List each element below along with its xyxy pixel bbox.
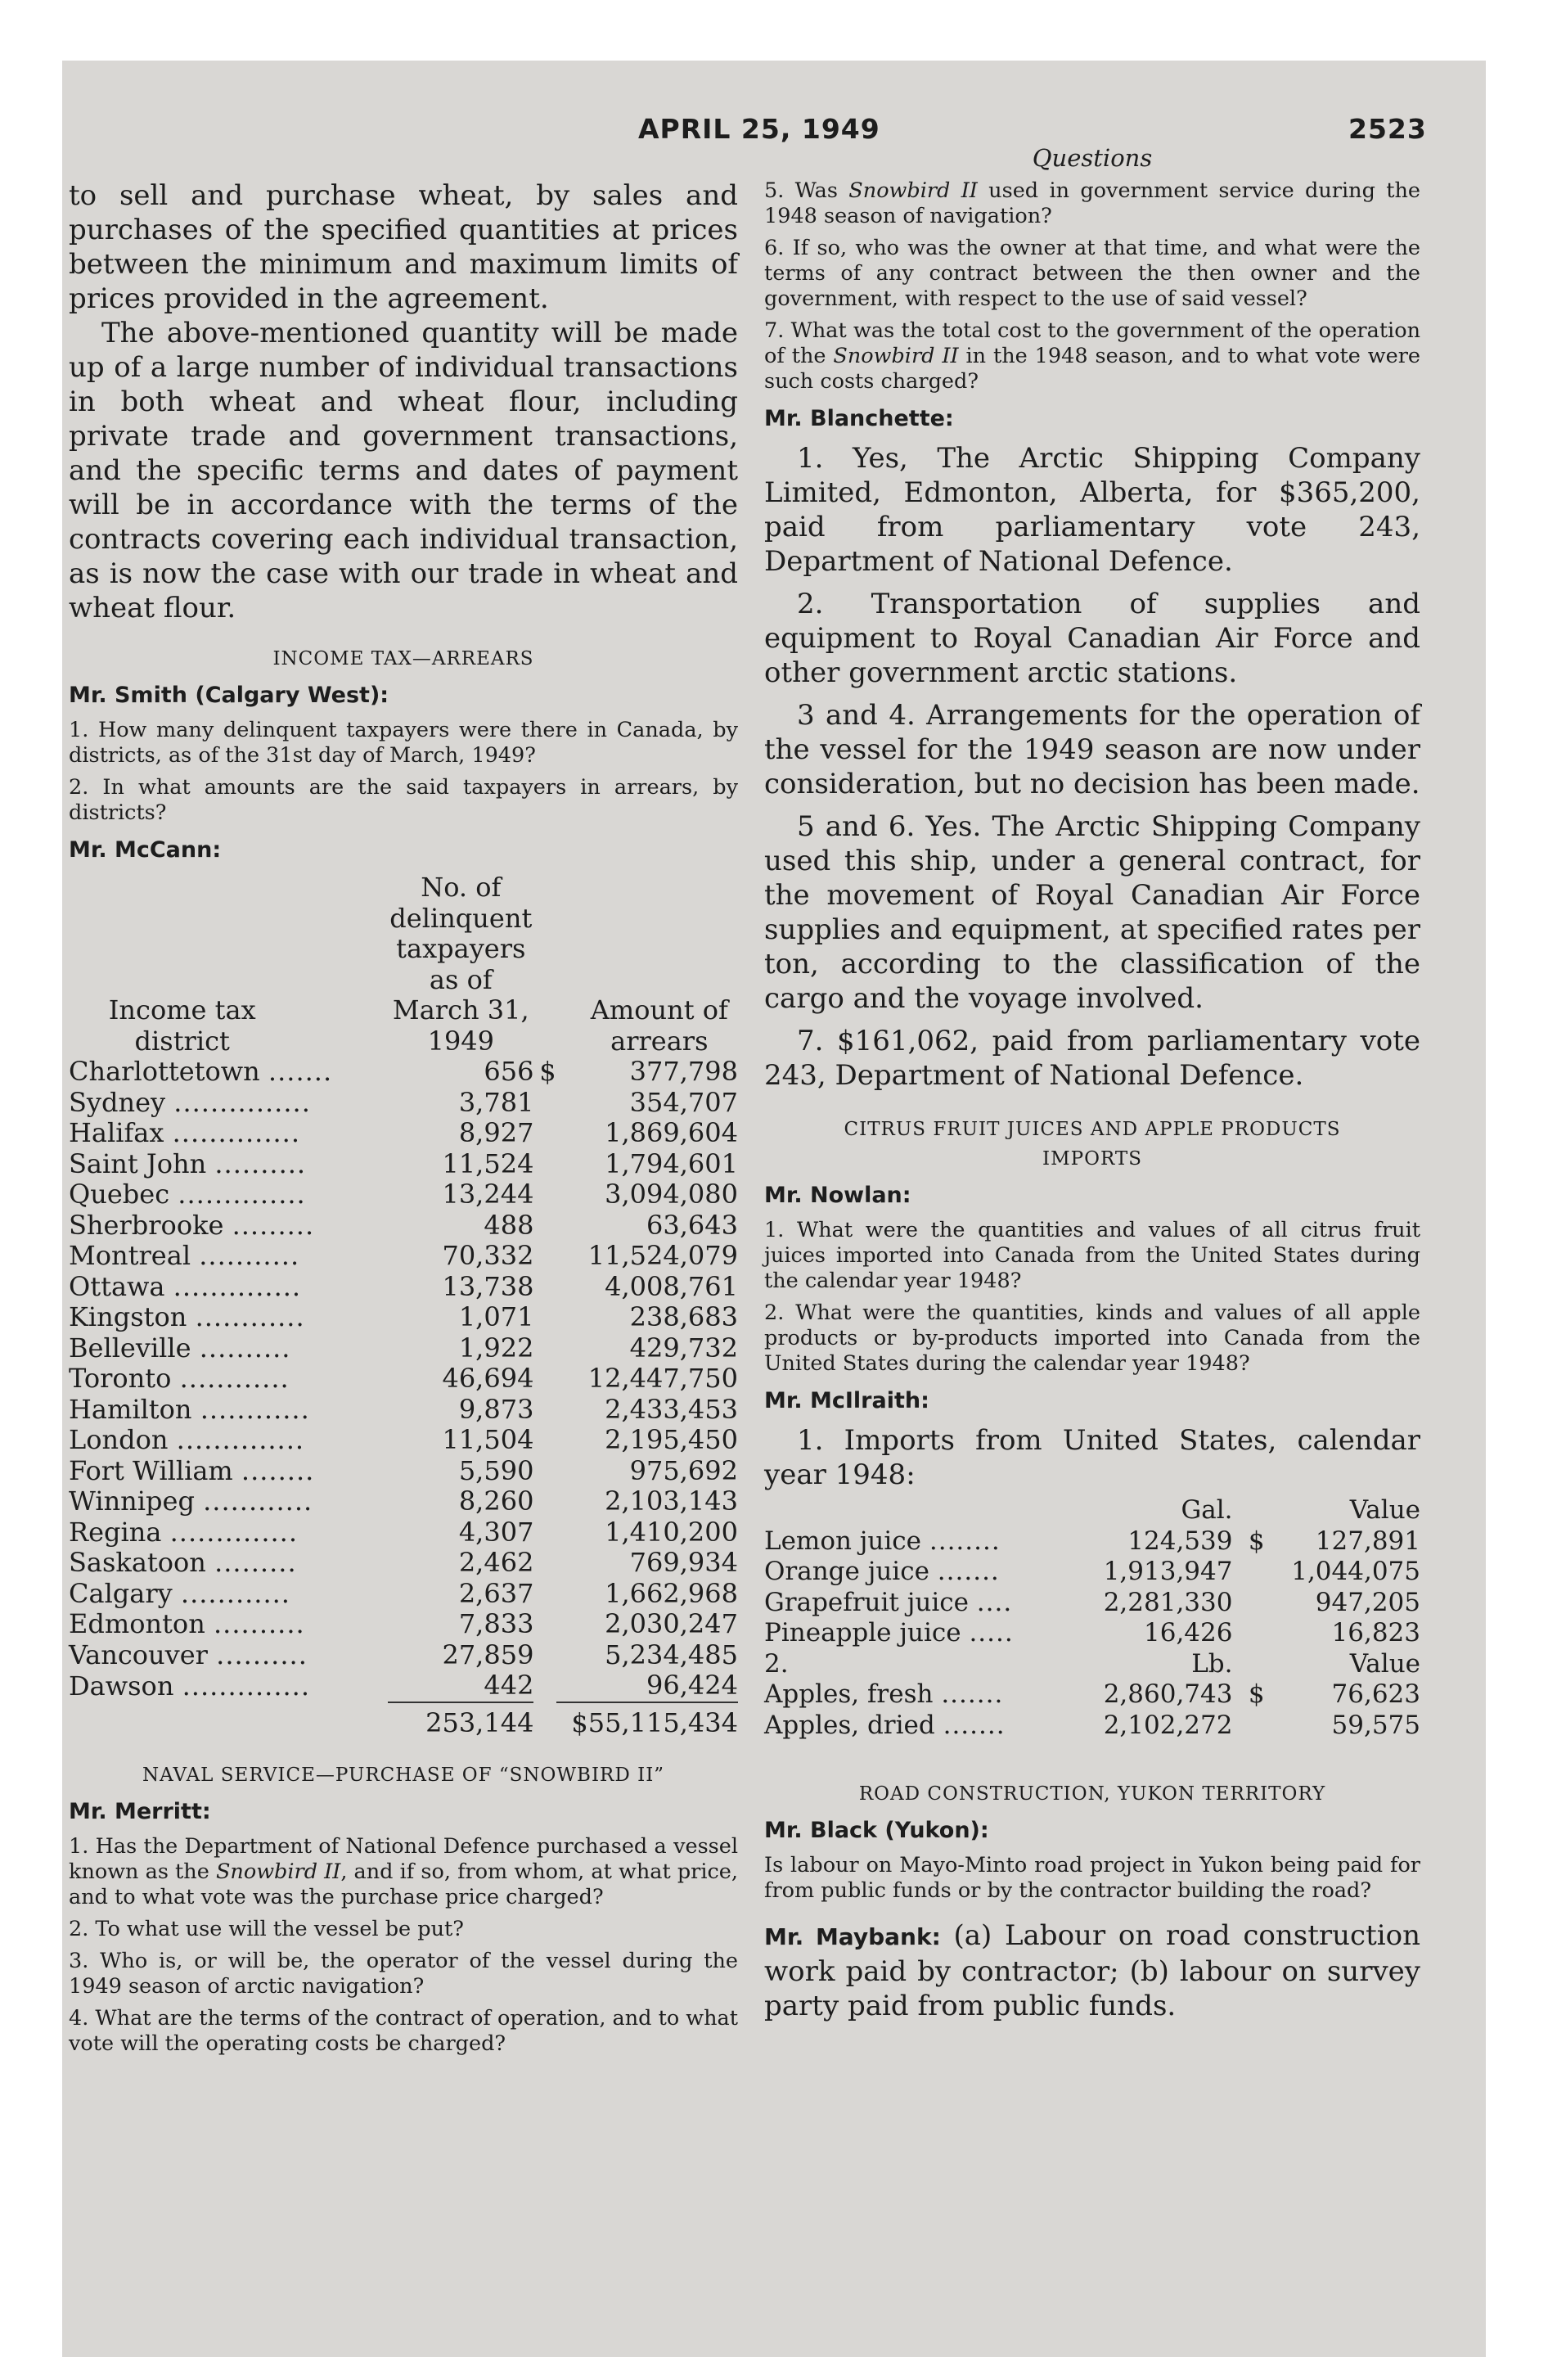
leader-dots: ............ [203, 1485, 313, 1517]
leader-dots: .......... [213, 1608, 305, 1639]
table-row [69, 1579, 738, 1610]
row-label: Vancouver [69, 1639, 208, 1670]
spacer-cell [377, 1640, 388, 1671]
answer-body: (a) Labour on road construction work paid by contractor; (b) labour on survey party paid from public funds. [764, 1919, 1420, 2022]
row-label: Kingston [69, 1301, 187, 1332]
row-label: Edmonton [69, 1608, 205, 1639]
amount-cell: 1,662,968 [605, 1577, 738, 1609]
amount-cell: 1,410,200 [605, 1516, 738, 1548]
leader-dots: .............. [173, 1270, 302, 1302]
leader-dots: ....... [937, 1557, 1000, 1586]
spacer-cell [377, 1057, 388, 1088]
spacer-cell [377, 1118, 388, 1149]
amount-cell: 1,794,601 [605, 1147, 738, 1179]
item-cell [764, 1526, 1104, 1557]
question-text: 1. Has the Department of National Defence purchased a vessel known as the Snowbird II, and if so, from whom, at what price, and to what vote was the purchase price charged? [69, 1834, 738, 1909]
count-cell: 13,244 [442, 1179, 534, 1210]
item-cell [764, 1588, 1104, 1619]
column-header: Lb. [1191, 1648, 1233, 1679]
district-cell [69, 1395, 377, 1426]
leader-dots: ....... [941, 1679, 1004, 1709]
table-row [69, 1118, 738, 1149]
speaker-name: Mr. McIlraith: [764, 1388, 929, 1413]
leader-dots: .............. [176, 1424, 305, 1455]
leader-dots: ........ [929, 1526, 1001, 1556]
leader-dots: .......... [216, 1639, 308, 1670]
district-cell [69, 1241, 377, 1272]
district-cell [69, 1118, 377, 1149]
question-text: 2. To what use will the vessel be put? [69, 1917, 464, 1941]
count-cell: 3,781 [458, 1086, 534, 1118]
row-label: Dawson [69, 1670, 174, 1702]
row-label: Winnipeg [69, 1485, 195, 1517]
district-cell [69, 1179, 377, 1210]
question-text: 7. What was the total cost to the government of the operation of the Snowbird II in the 1948 season, and to what vote were such costs charged? [764, 318, 1420, 394]
column-header: No. of delinquent taxpayers as of March 31, 1949 [389, 872, 533, 1057]
table-row [69, 1456, 738, 1487]
row-label: Belleville [69, 1332, 191, 1364]
spacer-cell [377, 1149, 388, 1180]
item-cell [764, 1618, 1104, 1649]
count-cell: 9,873 [458, 1393, 534, 1425]
amount-cell: 4,008,761 [605, 1270, 738, 1302]
district-cell [69, 1670, 377, 1702]
count-cell: 488 [484, 1209, 534, 1241]
speaker-name: Mr. Blanchette: [764, 406, 954, 431]
count-cell: 70,332 [442, 1240, 534, 1271]
page-number: 2523 [1348, 113, 1427, 145]
row-label: London [69, 1424, 169, 1455]
amount-cell: 975,692 [629, 1454, 738, 1486]
currency-cell [533, 1395, 556, 1426]
leader-dots: ....... [943, 1710, 1006, 1740]
question-text: 5. Was Snowbird II used in government service during the 1948 season of navigation? [764, 178, 1420, 228]
section-heading-income-tax: INCOME TAX—ARREARS [272, 648, 534, 669]
item-cell [764, 1557, 1104, 1588]
table-row [69, 1640, 738, 1671]
currency-cell [1232, 1711, 1264, 1742]
count-cell: 11,504 [442, 1424, 534, 1455]
table-row [69, 1210, 738, 1242]
amount-cell: 1,869,604 [605, 1117, 738, 1148]
quantity-cell: 2,281,330 [1103, 1587, 1233, 1617]
table-row [764, 1679, 1420, 1711]
spacer-cell [377, 1272, 388, 1303]
income-tax-table [69, 872, 738, 1738]
currency-cell [533, 1088, 556, 1119]
currency-cell [533, 1333, 556, 1364]
answer-text: 1. Yes, The Arctic Shipping Company Limited, Edmonton, Alberta, for $365,200, paid from parliamentary vote 243, Department of National Defence. [764, 442, 1420, 578]
question-text: 3. Who is, or will be, the operator of the vessel during the 1949 season of arctic navigation? [69, 1949, 738, 1999]
table-row [69, 1272, 738, 1303]
table-row [764, 1588, 1420, 1619]
spacer-cell [377, 1425, 388, 1456]
row-label: Quebec [69, 1179, 170, 1210]
table-row [69, 1057, 738, 1088]
count-cell: 1,922 [458, 1332, 534, 1364]
question-text: 4. What are the terms of the contract of operation, and to what vote will the operating costs be charged? [69, 2006, 738, 2056]
answer-text: 1. Imports from United States, calendar year 1948: [764, 1424, 1420, 1491]
count-cell: 46,694 [442, 1363, 534, 1394]
spacer-cell [377, 1395, 388, 1426]
table-row [69, 1364, 738, 1395]
leader-dots: .......... [214, 1147, 307, 1179]
section-heading-citrus: CITRUS FRUIT JUICES AND APPLE PRODUCTS [844, 1119, 1341, 1140]
spacer-cell [377, 1609, 388, 1640]
table-row [69, 1395, 738, 1426]
row-label: Montreal [69, 1240, 191, 1271]
section-heading-naval-service: NAVAL SERVICE—PURCHASE OF “SNOWBIRD II” [142, 1765, 665, 1786]
row-label: Charlottetown [69, 1056, 260, 1087]
currency-cell [533, 1670, 556, 1702]
leader-dots: ............ [200, 1393, 310, 1425]
spacer-cell [377, 1579, 388, 1610]
row-label: Sydney [69, 1086, 166, 1118]
table-row [69, 1609, 738, 1640]
count-cell: 656 [484, 1056, 534, 1087]
district-cell [69, 1517, 377, 1548]
item-cell [764, 1711, 1104, 1742]
intro-paragraph: to sell and purchase wheat, by sales and purchases of the specified quantities at prices between the minimum and maximum limits of prices provided in the agreement. [69, 179, 738, 315]
questions-heading: Questions [1032, 144, 1153, 172]
row-label: Ottawa [69, 1270, 165, 1302]
table-row [69, 1241, 738, 1272]
count-cell: 8,927 [458, 1117, 534, 1148]
count-cell: 442 [484, 1670, 534, 1701]
leader-dots: ..... [969, 1618, 1014, 1648]
left-column [69, 178, 738, 2057]
leader-dots: .............. [182, 1670, 310, 1702]
total-amount: $55,115,434 [556, 1702, 738, 1739]
leader-dots: ........ [241, 1454, 315, 1486]
district-cell [69, 1057, 377, 1088]
spacer-cell [377, 1179, 388, 1210]
currency-cell [533, 1364, 556, 1395]
count-cell: 8,260 [458, 1485, 534, 1517]
row-label: Toronto [69, 1363, 172, 1394]
spacer-cell [377, 1210, 388, 1242]
count-cell: 1,071 [458, 1301, 534, 1332]
amount-cell: 3,094,080 [605, 1179, 738, 1210]
column-header: Value [1349, 1495, 1420, 1525]
speaker-name: Mr. Smith (Calgary West): [69, 683, 389, 708]
count-cell: 4,307 [458, 1516, 534, 1548]
row-label: Grapefruit juice [764, 1587, 969, 1617]
page-date: APRIL 25, 1949 [638, 113, 880, 145]
column-header: Amount of arrears [590, 994, 728, 1057]
leader-dots: .............. [169, 1516, 299, 1548]
district-cell [69, 1302, 377, 1333]
intro-paragraph: The above-mentioned quantity will be made up of a large number of individual transactions in both wheat and wheat flour, including private trade and government transactions, and the specific terms and dates of payment will be in accordance with the terms of the contracts covering each individual transaction, as is now the case with our trade in wheat and wheat flour. [69, 317, 738, 624]
amount-cell: 2,030,247 [605, 1608, 738, 1639]
district-cell [69, 1088, 377, 1119]
leader-dots: ....... [268, 1056, 333, 1087]
answer-text [764, 1918, 1420, 2023]
district-cell [69, 1456, 377, 1487]
leader-dots: .............. [172, 1117, 300, 1148]
row-label: Apples, fresh [764, 1679, 934, 1709]
district-cell [69, 1333, 377, 1364]
amount-cell: 2,195,450 [605, 1424, 738, 1455]
answer-text: 7. $161,062, paid from parliamentary vote 243, Department of National Defence. [764, 1025, 1420, 1092]
quantity-cell: 124,539 [1127, 1526, 1233, 1556]
currency-cell [533, 1548, 556, 1579]
district-cell [69, 1609, 377, 1640]
question-text: Is labour on Mayo-Minto road project in Yukon being paid for from public funds or by the contractor building the road? [764, 1853, 1420, 1903]
spacer-cell [377, 1486, 388, 1517]
amount-cell: 238,683 [629, 1301, 738, 1332]
count-cell: 2,637 [458, 1577, 534, 1609]
currency-cell [1232, 1618, 1264, 1649]
district-cell [69, 1364, 377, 1395]
question-text: 6. If so, who was the owner at that time, and what were the terms of any contract between the then owner and the government, with respect to the use of said vessel? [764, 236, 1420, 311]
row-label: Orange juice [764, 1557, 929, 1586]
table-row [69, 1088, 738, 1119]
spacer-cell [377, 1088, 388, 1119]
district-cell [69, 1548, 377, 1579]
leader-dots: .... [976, 1587, 1013, 1617]
currency-cell [533, 1517, 556, 1548]
currency-cell [533, 1210, 556, 1242]
quantity-cell: 2,860,743 [1103, 1679, 1233, 1709]
spacer-cell [377, 1670, 388, 1702]
quantity-cell: 2,102,272 [1103, 1710, 1233, 1740]
amount-cell: 12,447,750 [587, 1363, 738, 1394]
count-cell: 2,462 [458, 1547, 534, 1578]
district-cell [69, 1149, 377, 1180]
amount-cell: 2,103,143 [605, 1485, 738, 1517]
column-header: Income tax district [108, 994, 256, 1057]
amount-cell: 429,732 [629, 1332, 738, 1364]
currency-cell [533, 1241, 556, 1272]
row-label: Halifax [69, 1117, 164, 1148]
leader-dots: .............. [178, 1179, 306, 1210]
currency-cell [533, 1118, 556, 1149]
question-text: 2. What were the quantities, kinds and values of all apple products or by-products imported into Canada from the United States during the calendar year 1948? [764, 1300, 1420, 1376]
spacer-cell [377, 1241, 388, 1272]
value-cell: 127,891 [1315, 1526, 1420, 1556]
row-label: Apples, dried [764, 1710, 935, 1740]
leader-dots: ......... [214, 1547, 297, 1578]
spacer-cell [377, 1517, 388, 1548]
currency-cell [533, 1609, 556, 1640]
row-label: Sherbrooke [69, 1209, 224, 1241]
answer-text: 3 and 4. Arrangements for the operation of the vessel for the 1949 season are now under consideration, but no decision has been made. [764, 699, 1420, 800]
spacer-cell [377, 1333, 388, 1364]
speaker-name: Mr. Merritt: [69, 1799, 211, 1824]
speaker-name: Mr. Maybank: [764, 1923, 941, 1950]
row-label: Calgary [69, 1577, 173, 1609]
row-label: Hamilton [69, 1393, 192, 1425]
leader-dots: ......... [232, 1209, 315, 1241]
currency-cell: $ [539, 1056, 556, 1087]
right-column [764, 144, 1420, 2023]
table-row [69, 1333, 738, 1364]
leader-dots: ............ [195, 1301, 305, 1332]
district-cell [69, 1640, 377, 1671]
table-label: 2. [764, 1648, 789, 1679]
amount-cell: 63,643 [646, 1209, 738, 1241]
currency-cell [533, 1425, 556, 1456]
section-heading-citrus: IMPORTS [1042, 1148, 1142, 1170]
speaker-name: Mr. Nowlan: [764, 1183, 911, 1208]
amount-cell: 11,524,079 [587, 1240, 738, 1271]
spacer-cell [377, 1302, 388, 1333]
currency-cell [1232, 1557, 1264, 1588]
column-header: Gal. [1181, 1495, 1233, 1525]
count-cell: 11,524 [442, 1147, 534, 1179]
question-text: 2. In what amounts are the said taxpayers in arrears, by districts? [69, 775, 738, 825]
currency-cell [1232, 1588, 1264, 1619]
question-text: 1. How many delinquent taxpayers were there in Canada, by districts, as of the 31st day of March, 1949? [69, 718, 738, 768]
leader-dots: ............... [173, 1086, 311, 1118]
row-label: Lemon juice [764, 1526, 922, 1556]
currency-cell [533, 1640, 556, 1671]
quantity-cell: 16,426 [1144, 1618, 1233, 1648]
table-row [764, 1711, 1420, 1742]
leader-dots: ............ [179, 1363, 290, 1394]
amount-cell: 96,424 [646, 1670, 738, 1701]
value-cell: 59,575 [1331, 1710, 1420, 1740]
currency-cell [533, 1272, 556, 1303]
value-cell: 16,823 [1331, 1618, 1420, 1648]
table-row [69, 1486, 738, 1517]
juice-import-table [764, 1495, 1420, 1741]
table-row [69, 1517, 738, 1548]
amount-cell: 769,934 [629, 1547, 738, 1578]
count-cell: 5,590 [458, 1454, 534, 1486]
row-label: Regina [69, 1516, 162, 1548]
count-cell: 7,833 [458, 1608, 534, 1639]
table-row [69, 1548, 738, 1579]
leader-dots: ........... [199, 1240, 300, 1271]
district-cell [69, 1579, 377, 1610]
count-cell: 13,738 [442, 1270, 534, 1302]
row-label: Fort William [69, 1454, 233, 1486]
section-heading-road: ROAD CONSTRUCTION, YUKON TERRITORY [858, 1783, 1326, 1805]
currency-cell [533, 1302, 556, 1333]
currency-cell [533, 1149, 556, 1180]
district-cell [69, 1486, 377, 1517]
district-cell [69, 1210, 377, 1242]
spacer-cell [377, 1548, 388, 1579]
leader-dots: .......... [199, 1332, 291, 1364]
amount-cell: 377,798 [629, 1056, 738, 1087]
amount-cell: 2,433,453 [605, 1393, 738, 1425]
leader-dots: ............ [180, 1577, 290, 1609]
row-label: Saint John [69, 1147, 207, 1179]
currency-cell [533, 1456, 556, 1487]
amount-cell: 354,707 [629, 1086, 738, 1118]
table-row [764, 1526, 1420, 1557]
item-cell [764, 1679, 1104, 1711]
district-cell [69, 1272, 377, 1303]
row-label: Pineapple juice [764, 1618, 961, 1648]
value-cell: 76,623 [1331, 1679, 1420, 1709]
currency-cell: $ [1248, 1526, 1265, 1556]
quantity-cell: 1,913,947 [1103, 1557, 1233, 1586]
table-row [69, 1302, 738, 1333]
speaker-name: Mr. McCann: [69, 837, 222, 863]
currency-cell [533, 1486, 556, 1517]
answer-text: 5 and 6. Yes. The Arctic Shipping Company used this ship, under a general contract, for the movement of Royal Canadian Air Force supplies and equipment, at specified rates per ton, according to the classification of the cargo and the voyage involved. [764, 810, 1420, 1015]
table-row [69, 1670, 738, 1702]
table-row [69, 1149, 738, 1180]
table-row [69, 1179, 738, 1210]
spacer-cell [377, 1456, 388, 1487]
table-row [69, 1425, 738, 1456]
table-row [764, 1618, 1420, 1649]
value-cell: 947,205 [1315, 1587, 1420, 1617]
total-count: 253,144 [388, 1702, 533, 1739]
currency-cell [533, 1179, 556, 1210]
count-cell: 27,859 [442, 1639, 534, 1670]
value-cell: 1,044,075 [1291, 1557, 1420, 1586]
currency-cell [533, 1579, 556, 1610]
row-label: Saskatoon [69, 1547, 206, 1578]
question-text: 1. What were the quantities and values of all citrus fruit juices imported into Canada from the United States during the calendar year 1948? [764, 1218, 1420, 1293]
spacer-cell [377, 1364, 388, 1395]
amount-cell: 5,234,485 [605, 1639, 738, 1670]
answer-text: 2. Transportation of supplies and equipment to Royal Canadian Air Force and other government arctic stations. [764, 588, 1420, 689]
currency-cell: $ [1248, 1679, 1265, 1709]
district-cell [69, 1425, 377, 1456]
speaker-name: Mr. Black (Yukon): [764, 1818, 989, 1843]
column-header: Value [1349, 1648, 1420, 1679]
table-row [764, 1557, 1420, 1588]
